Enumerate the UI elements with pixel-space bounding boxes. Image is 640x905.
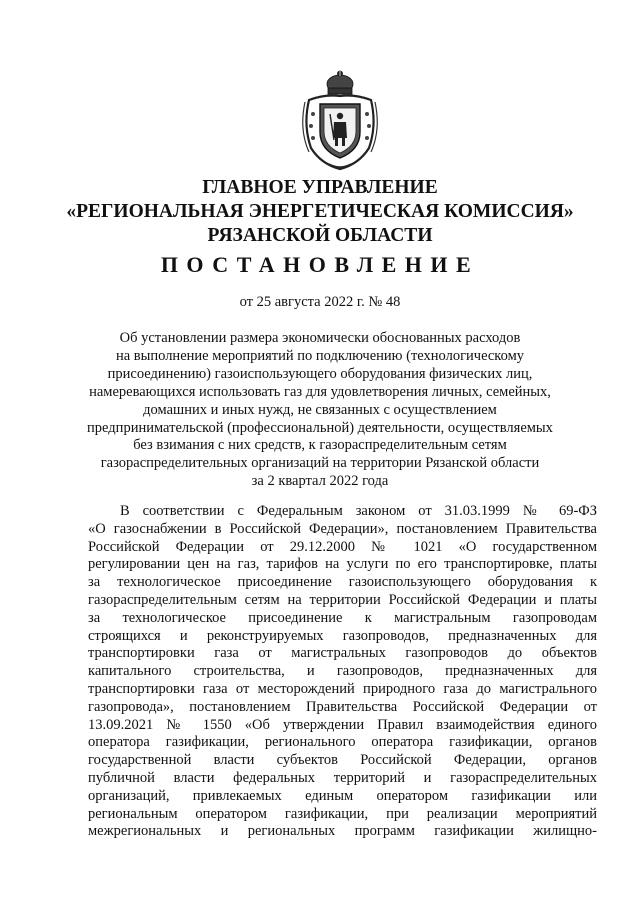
body-line: транспортировки газа от магистральных газопроводов до объектов [88, 645, 597, 662]
subject-line: домашних и иных нужд, не связанных с осуществлением [143, 401, 497, 418]
body-line: регулировании цен на газ, тарифов на услуги по его транспортировке, платы [88, 556, 597, 573]
subject-line: присоединению) газоиспользующего оборудования физических лиц, [107, 365, 533, 382]
body-line: публичной власти федеральных территорий и газораспределительных [88, 769, 597, 786]
subject-line: Об установлении размера экономически обоснованных расходов [119, 330, 521, 346]
subject-line: на выполнение мероприятий по подключению (технологическому [115, 347, 525, 364]
body-line: капитального строительства, и газопроводов, предназначенных для [88, 663, 597, 680]
body-line: газопровода», постановлением Правительства Российской Федерации от [88, 698, 597, 715]
body-line: строящихся и реконструируемых газопроводов, предназначенных для [88, 627, 597, 644]
organization-title [40, 176, 600, 248]
subject-line: предпринимательской (профессиональной) деятельности, осуществляемых [87, 419, 553, 436]
org-title-line: РЯЗАНСКОЙ ОБЛАСТИ [207, 225, 433, 246]
body-line: государственной власти субъектов Российской Федерации, органов [88, 752, 597, 769]
subject-line: газораспределительных организаций на территории Рязанской области [100, 455, 540, 472]
coat-of-arms-icon [297, 70, 383, 172]
org-title-line: «РЕГИОНАЛЬНАЯ ЭНЕРГЕТИЧЕСКАЯ КОМИССИЯ» [66, 201, 574, 222]
document-date-number: от 25 августа 2022 г. № 48 [239, 294, 401, 310]
subject-line: намеревающихся использовать газ для удовлетворения личных, семейных, [89, 383, 551, 400]
body-line: Российской Федерации от 29.12.2000 № 1021 «О государственном [88, 538, 597, 555]
body-line: региональным оператором газификации, при реализации мероприятий [88, 805, 597, 822]
document-type-heading: ПОСТАНОВЛЕНИЕ [160, 252, 480, 277]
body-line: транспортировки газа от месторождений природного газа до магистрального [88, 680, 597, 697]
body-line: за технологическое присоединение к магистральным газопроводам [88, 609, 597, 626]
document-subject [60, 330, 580, 491]
document-body [88, 503, 597, 841]
org-title-line: ГЛАВНОЕ УПРАВЛЕНИЕ [202, 177, 438, 198]
body-line: газораспределительным сетям на территории Российской Федерации и платы [88, 591, 597, 608]
body-line: В соответствии с Федеральным законом от 31.03.1999 № 69-ФЗ [120, 503, 597, 519]
subject-line: без взимания с них средств, к газораспределительным сетям [133, 437, 507, 454]
body-line: оператора газификации, регионального оператора газификации, органов [88, 734, 597, 751]
body-line: за технологическое присоединение газоиспользующего оборудования к [88, 574, 597, 591]
body-line: 13.09.2021 № 1550 «Об утверждении Правил взаимодействия единого [88, 716, 597, 733]
body-line: «О газоснабжении в Российской Федерации», постановлением Правительства [88, 520, 597, 537]
subject-line: за 2 квартал 2022 года [251, 473, 389, 490]
body-line: организаций, привлекаемых единым оператором газификации или [88, 787, 597, 804]
body-line: межрегиональных и региональных программ газификации жилищно- [88, 823, 597, 840]
